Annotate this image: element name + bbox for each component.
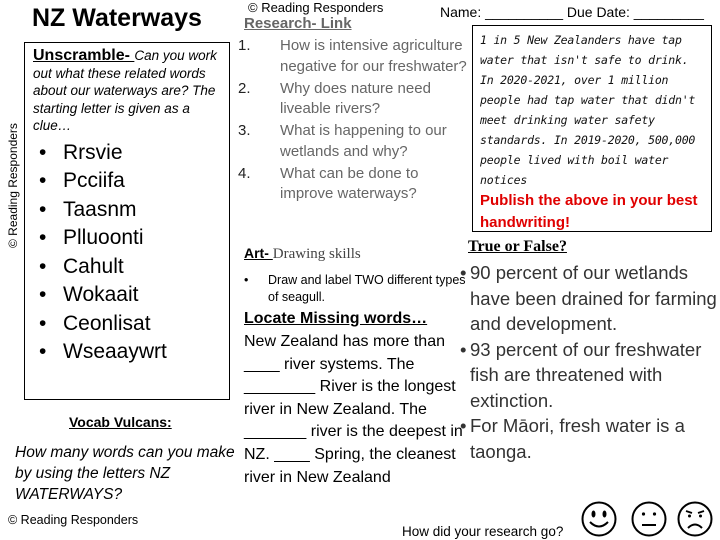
scramble-word: • Cahult xyxy=(33,253,223,282)
art-heading-line xyxy=(244,245,361,263)
locate-heading: Locate Missing words… xyxy=(244,310,428,327)
art-subheading: Drawing skills xyxy=(272,246,361,262)
name-due-date-field: Name: __________ Due Date: _________ xyxy=(440,4,704,20)
art-task-text: Draw and label TWO different types of seagull. xyxy=(268,273,466,304)
copyright-bottom: © Reading Responders xyxy=(8,513,139,527)
research-question xyxy=(236,36,468,77)
research-question xyxy=(236,121,468,162)
sad-face-icon[interactable] xyxy=(676,500,714,538)
handwriting-instruction: Publish the above in your best handwriting! xyxy=(480,192,698,231)
page-title: NZ Waterways xyxy=(32,4,202,32)
happy-face-icon[interactable] xyxy=(580,500,618,538)
question-text: What is happening to our wetlands and why? xyxy=(280,122,447,160)
unscramble-intro xyxy=(33,47,223,135)
scramble-word: • Ceonlisat xyxy=(33,310,223,339)
scramble-word: • Pcciifa xyxy=(33,167,223,196)
vocab-heading: Vocab Vulcans: xyxy=(69,414,172,430)
scramble-word: • Rrsvie xyxy=(33,139,223,168)
scramble-word: • Wseaaywrt xyxy=(33,338,223,367)
scramble-word-list xyxy=(33,139,223,367)
vocab-question: How many words can you make by using the letters NZ WATERWAYS? xyxy=(15,444,235,503)
research-question xyxy=(236,164,468,205)
true-false-statement: • 93 percent of our freshwater fish are threatened with extinction. xyxy=(462,337,718,414)
research-question xyxy=(236,79,468,120)
scramble-word: • Taasnm xyxy=(33,196,223,225)
art-heading: Art- xyxy=(244,245,273,261)
quote-text: 1 in 5 New Zealanders have tap water that isn't safe to drink. In 2020-2021, over 1 million people had tap water that didn't meet drinking water safety standards. In 2019-2020, 500,000 people lived with boil water notices xyxy=(480,33,696,187)
true-false-statement: • For Māori, fresh water is a taonga. xyxy=(462,413,718,464)
art-task xyxy=(244,272,466,305)
question-text: How is intensive agriculture negative for our freshwater? xyxy=(280,37,467,75)
scramble-word: • Wokaait xyxy=(33,281,223,310)
unscramble-panel xyxy=(24,42,230,400)
copyright-top: © Reading Responders xyxy=(248,0,384,15)
locate-text: New Zealand has more than ____ river systems. The ________ River is the longest river in New Zealand. The _______ river is the deepest in NZ. ____ Spring, the cleanest river in New Zealand xyxy=(244,333,463,486)
question-number: 2. xyxy=(238,79,251,97)
research-question-list xyxy=(236,36,468,206)
reflection-question: How did your research go? xyxy=(402,524,564,539)
bullet-icon: • xyxy=(244,273,249,287)
question-number: 3. xyxy=(238,122,251,139)
neutral-face-icon[interactable] xyxy=(630,500,668,538)
question-number: 1. xyxy=(238,37,251,54)
copyright-side: © Reading Responders xyxy=(6,123,20,248)
question-text: Why does nature need liveable rivers? xyxy=(280,79,431,117)
question-text: What can be done to improve waterways? xyxy=(280,164,419,202)
true-false-statement: • 90 percent of our wetlands have been drained for farming and development. xyxy=(462,260,718,337)
true-false-heading: True or False? xyxy=(468,238,567,255)
scramble-word: • Plluoonti xyxy=(33,224,223,253)
question-number: 4. xyxy=(238,164,251,182)
unscramble-heading: Unscramble- xyxy=(33,47,135,64)
handwriting-quote-panel xyxy=(472,25,712,232)
true-false-list xyxy=(462,260,718,464)
research-heading: Research- Link xyxy=(244,15,352,32)
unscramble-instructions: Can you work out what these related words about our waterways are? The starting letter is given as a clue… xyxy=(33,48,217,133)
